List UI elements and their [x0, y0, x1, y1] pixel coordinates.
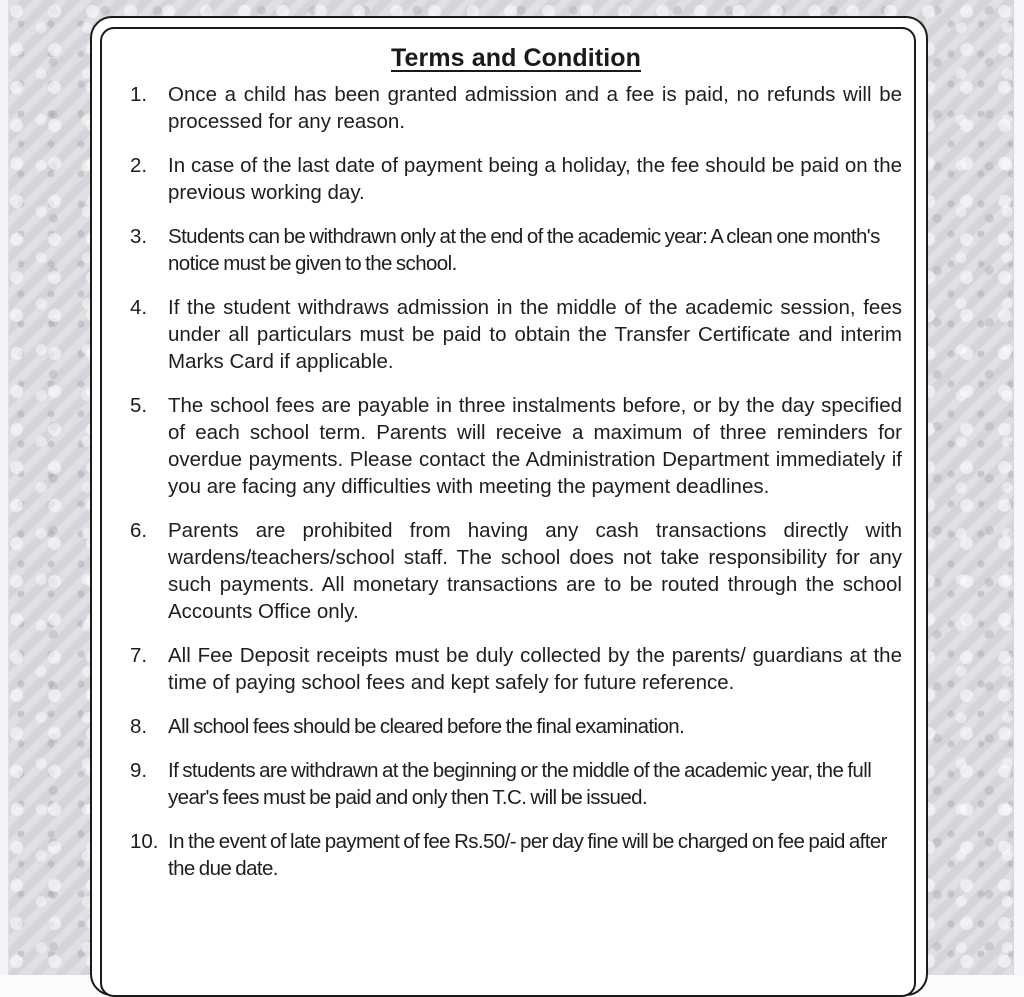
term-item	[130, 81, 902, 135]
term-text: The school fees are payable in three instalments before, or by the day specified of each school term. Parents will receive a maximum of three reminders for overdue payments. Please contact the Administration Department immediately if you are facing any difficulties with meeting the payment deadlines.	[168, 394, 902, 498]
term-item	[130, 294, 902, 375]
term-text: If the student withdraws admission in the middle of the academic session, fees under all particulars must be paid to obtain the Transfer Certificate and interim Marks Card if applicable.	[168, 296, 902, 373]
term-item	[130, 757, 902, 811]
term-number: 2.	[130, 154, 148, 177]
term-text: In case of the last date of payment being a holiday, the fee should be paid on the previous working day.	[168, 154, 902, 204]
page-right-edge	[1013, 0, 1024, 975]
term-item	[130, 392, 902, 500]
term-number: 8.	[130, 715, 148, 738]
term-text: If students are withdrawn at the beginning or the middle of the academic year, the full year's fees must be paid and only then T.C. will be issued.	[168, 759, 872, 809]
terms-document	[130, 44, 902, 899]
page-title: Terms and Condition	[390, 44, 642, 72]
term-text: All school fees should be cleared before the final examination.	[168, 715, 685, 738]
term-text: Once a child has been granted admission and a fee is paid, no refunds will be processed for any reason.	[168, 83, 902, 133]
term-text: Parents are prohibited from having any cash transactions directly with wardens/teachers/school staff. The school does not take responsibility for any such payments. All monetary transactions are to be routed through the school Accounts Office only.	[168, 519, 902, 623]
term-text: All Fee Deposit receipts must be duly collected by the parents/ guardians at the time of paying school fees and kept safely for future reference.	[168, 644, 902, 694]
term-number: 4.	[130, 296, 148, 319]
term-item	[130, 517, 902, 625]
term-text: Students can be withdrawn only at the end of the academic year: A clean one month's notice must be given to the school.	[168, 225, 880, 275]
page-left-edge	[0, 0, 9, 975]
term-number: 7.	[130, 644, 148, 667]
term-number: 9.	[130, 759, 148, 782]
term-number: 3.	[130, 225, 148, 248]
term-item	[130, 828, 902, 882]
term-item	[130, 642, 902, 696]
term-text: In the event of late payment of fee Rs.50/- per day fine will be charged on fee paid after the due date.	[168, 830, 887, 880]
term-number: 6.	[130, 519, 148, 542]
terms-list	[130, 81, 902, 882]
term-number: 5.	[130, 394, 148, 417]
term-item	[130, 223, 902, 277]
term-item	[130, 713, 902, 740]
term-number: 1.	[130, 83, 148, 106]
term-number: 10.	[130, 830, 159, 853]
term-item	[130, 152, 902, 206]
